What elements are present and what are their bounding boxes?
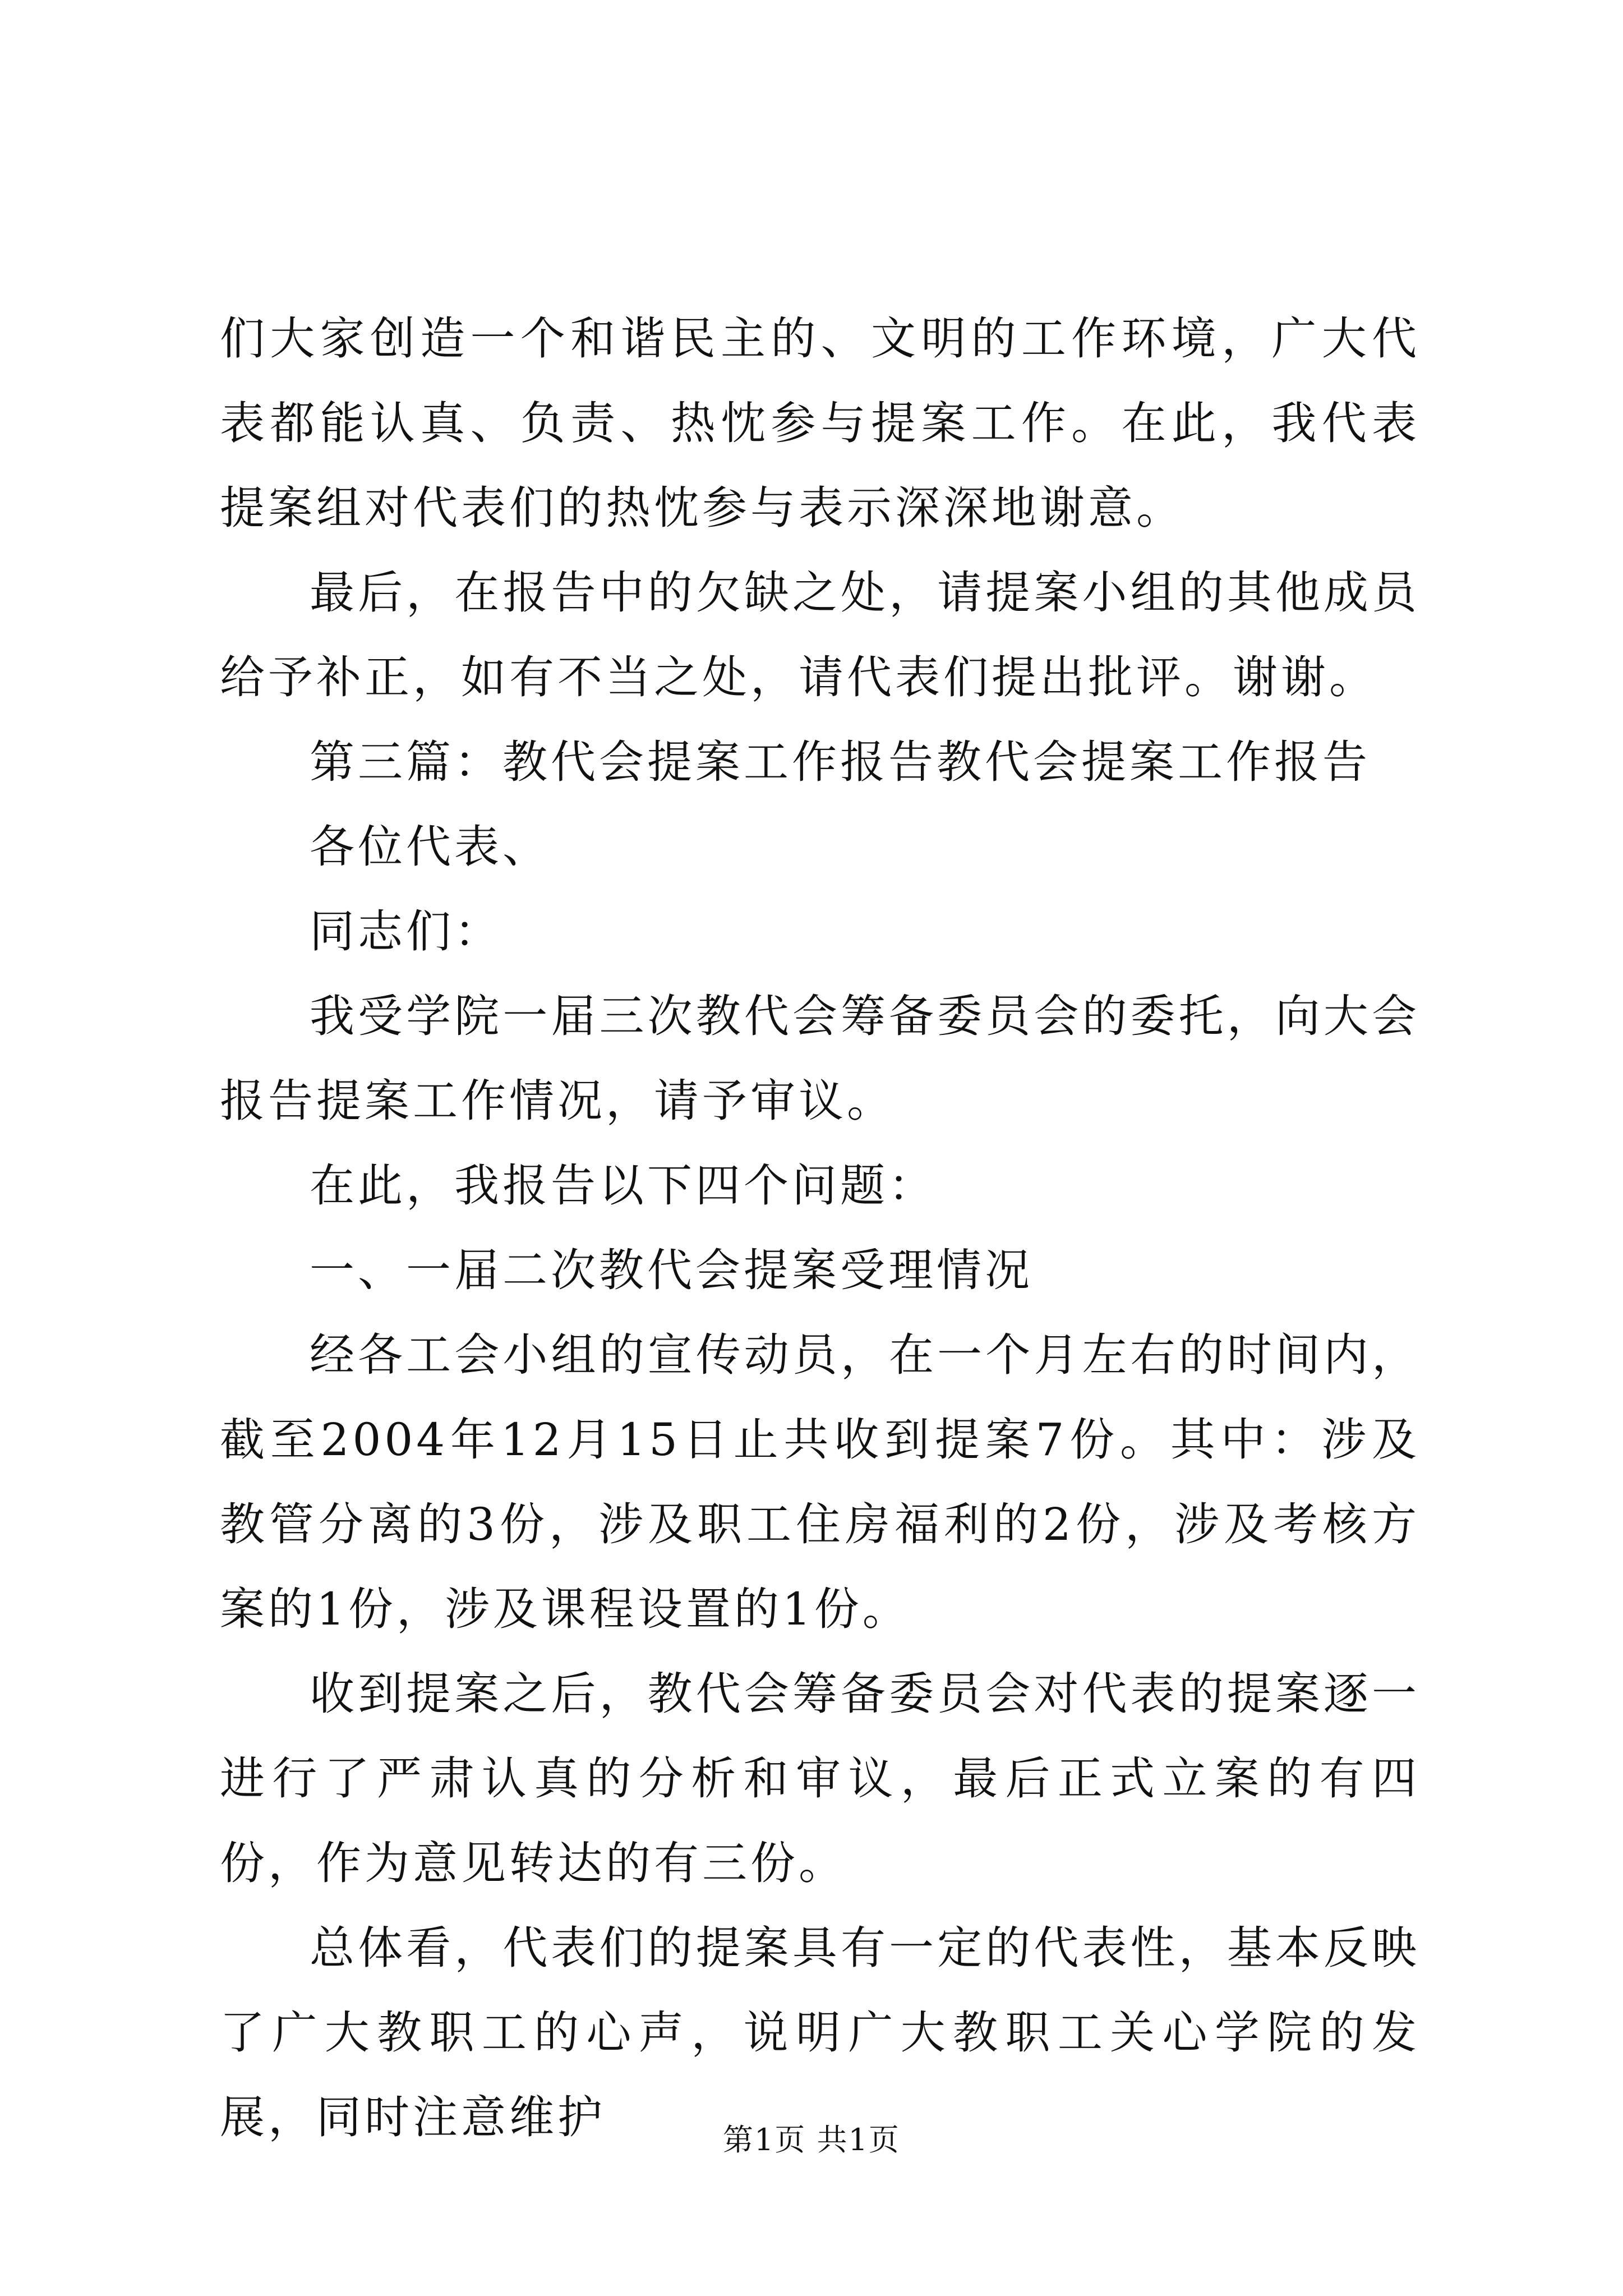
paragraph-intro: 我受学院一届三次教代会筹备委员会的委托，向大会报告提案工作情况，请予审议。 <box>220 990 1420 1127</box>
paragraph-proposals-received: 经各工会小组的宣传动员，在一个月左右的时间内，截至2004年12月15日止共收到提案7份。其中：涉及教管分离的3份，涉及职工住房福利的2份，涉及考核方案的1份，涉及课程设置的1份。 <box>220 1329 1420 1635</box>
paragraph-topics: 在此，我报告以下四个问题： <box>310 1159 937 1212</box>
section-heading-1: 一、一届二次教代会提案受理情况 <box>310 1244 1033 1296</box>
paragraph-closing: 最后，在报告中的欠缺之处，请提案小组的其他成员给予补正，如有不当之处，请代表们提出批评。谢谢。 <box>220 567 1420 703</box>
salutation-line-1: 各位代表、 <box>310 821 551 873</box>
paragraph-proposals-review: 收到提案之后，教代会筹备委员会对代表的提案逐一进行了严肃认真的分析和审议，最后正式立案的有四份，作为意见转达的有三份。 <box>220 1668 1420 1889</box>
section-title: 第三篇：教代会提案工作报告教代会提案工作报告 <box>310 736 1371 788</box>
paragraph-continuation: 们大家创造一个和谐民主的、文明的工作环境，广大代表都能认真、负责、热忱参与提案工作。在此，我代表提案组对代表们的热忱参与表示深深地谢意。 <box>220 312 1420 534</box>
salutation-line-2: 同志们： <box>310 905 502 958</box>
page-number-footer: 第1页 共1页 <box>723 2122 900 2157</box>
document-body <box>220 296 1420 2160</box>
paragraph-overall: 总体看，代表们的提案具有一定的代表性，基本反映了广大教职工的心声，说明广大教职工关心学院的发展，同时注意维护 <box>220 1922 1420 2143</box>
